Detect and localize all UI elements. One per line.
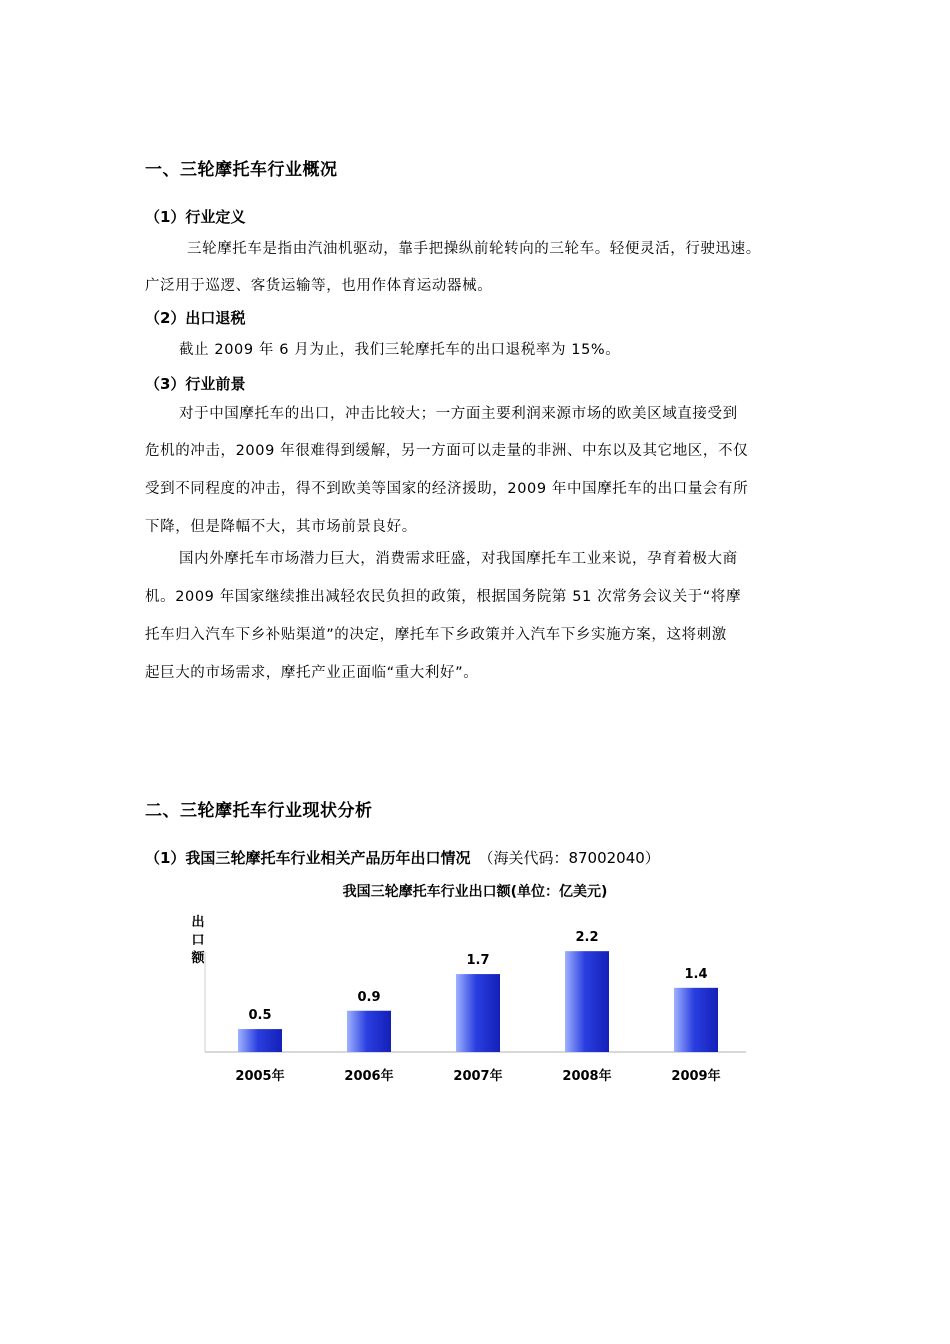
paragraph-line: 危机的冲击，2009 年很难得到缓解，另一方面可以走量的非洲、中东以及其它地区，不仅 <box>145 443 749 459</box>
x-tick-label: 2005年 <box>235 1069 285 1084</box>
data-label: 0.5 <box>248 1008 272 1024</box>
paragraph-line: 下降，但是降幅不大，其市场前景良好。 <box>145 519 417 535</box>
export-bar-chart <box>180 872 760 1092</box>
data-label: 1.7 <box>466 953 490 969</box>
x-tick-label: 2008年 <box>562 1069 612 1084</box>
x-tick-label: 2006年 <box>344 1069 394 1084</box>
chart-title: 我国三轮摩托车行业出口额(单位：亿美元) <box>342 884 608 900</box>
section2-sub1-heading-text: （1）我国三轮摩托车行业相关产品历年出口情况 <box>145 849 471 867</box>
x-tick-label: 2007年 <box>453 1069 503 1084</box>
paragraph-line: 起巨大的市场需求，摩托产业正面临“重大利好”。 <box>145 665 479 681</box>
customs-code-note: （海关代码：87002040） <box>478 849 660 867</box>
bar-2006年 <box>347 1011 391 1052</box>
paragraph-line: 受到不同程度的冲击，得不到欧美等国家的经济援助，2009 年中国摩托车的出口量会有所 <box>145 481 749 497</box>
section1-sub2-heading: （2）出口退税 <box>145 309 246 327</box>
paragraph-line: 国内外摩托车市场潜力巨大，消费需求旺盛，对我国摩托车工业来说，孕育着极大商 <box>179 551 738 567</box>
bar-2009年 <box>674 988 718 1052</box>
paragraph-line: 对于中国摩托车的出口，冲击比较大；一方面主要利润来源市场的欧美区域直接受到 <box>179 406 738 422</box>
section2-sub1-heading <box>145 847 660 868</box>
paragraph-line: 截止 2009 年 6 月为止，我们三轮摩托车的出口退税率为 15%。 <box>179 342 621 358</box>
x-tick-label: 2009年 <box>671 1069 721 1084</box>
data-label: 2.2 <box>575 930 599 946</box>
data-label: 1.4 <box>684 966 708 982</box>
y-axis-label-char: 口 <box>191 933 205 948</box>
section1-sub1-heading: （1）行业定义 <box>145 208 246 226</box>
bar-2005年 <box>238 1029 282 1052</box>
section2-title: 二、三轮摩托车行业现状分析 <box>145 801 373 821</box>
bar-2007年 <box>456 974 500 1052</box>
y-axis-label <box>190 914 205 966</box>
section1-title: 一、三轮摩托车行业概况 <box>145 160 338 180</box>
y-axis-label-char: 出 <box>191 915 205 930</box>
data-label: 0.9 <box>357 989 381 1005</box>
paragraph-line: 广泛用于巡逻、客货运输等，也用作体育运动器械。 <box>145 278 493 294</box>
section1-sub3-heading: （3）行业前景 <box>145 375 246 393</box>
paragraph-line: 三轮摩托车是指由汽油机驱动，靠手把操纵前轮转向的三轮车。轻便灵活，行驶迅速。 <box>187 241 761 257</box>
paragraph-line: 托车归入汽车下乡补贴渠道”的决定，摩托车下乡政策并入汽车下乡实施方案，这将刺激 <box>145 627 727 643</box>
y-axis-label-char: 额 <box>191 951 205 966</box>
bar-2008年 <box>565 951 609 1052</box>
paragraph-line: 机。2009 年国家继续推出减轻农民负担的政策，根据国务院第 51 次常务会议关于“将摩 <box>145 589 742 605</box>
